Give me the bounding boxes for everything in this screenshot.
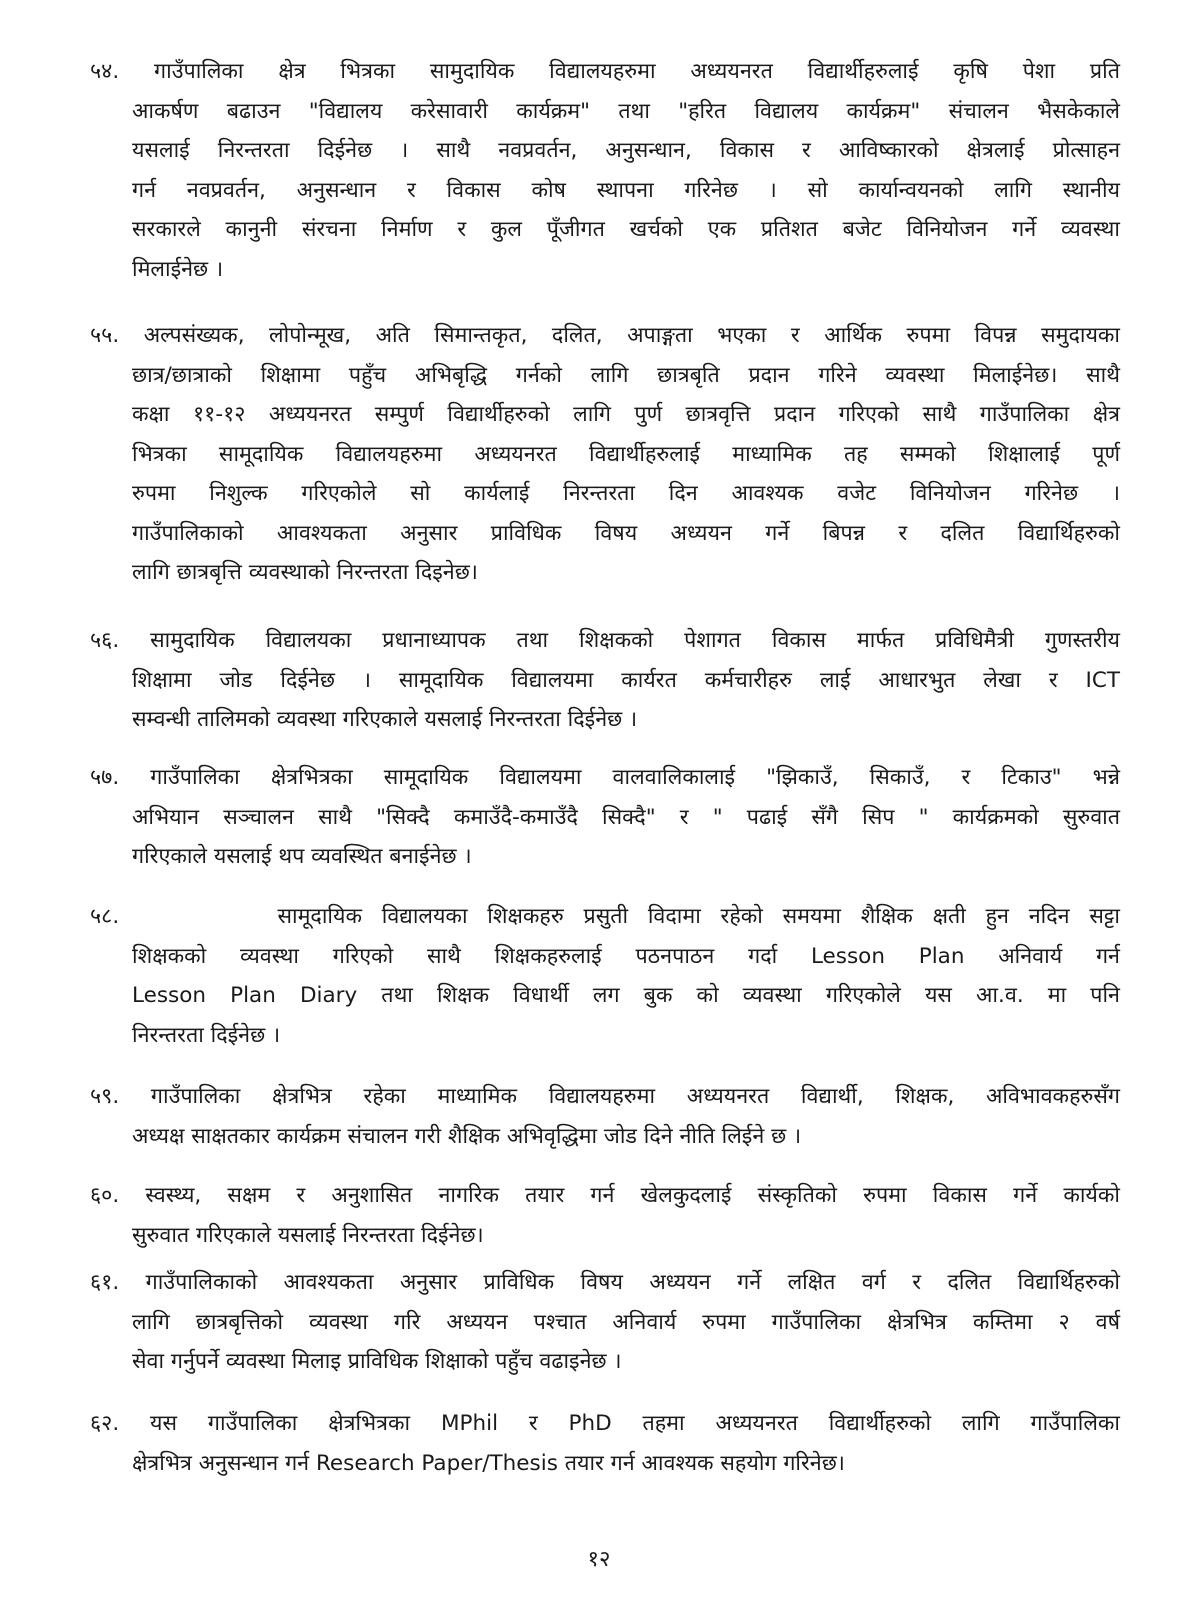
text-line: मिलाईनेछ । [132, 256, 224, 282]
text-line: सामुदायिक विद्यालयका प्रधानाध्यापक तथा शिक्षकको पेशागत विकास मार्फत प्रविधिमैत्री गुणस्तरीय [150, 628, 1120, 653]
text-line: गाउँपालिका क्षेत्रभित्रका सामूदायिक विद्यालयमा वालवालिकालाई "झिकाउँ, सिकाउँ, र टिकाउ" भन्ने [150, 765, 1120, 790]
text-line: गाउँपालिकाको आवश्यकता अनुसार प्राविधिक विषय अध्ययन गर्ने लक्षित वर्ग र दलित विद्यार्थिहरुको [145, 1270, 1120, 1295]
text-line: भित्रका सामूदायिक विद्यालयहरुमा अध्ययनरत विद्यार्थीहरुलाई माध्यामिक तह सम्मको शिक्षालाई पूर्ण [132, 441, 1120, 467]
text-line: यसलाई निरन्तरता दिईनेछ । साथै नवप्रवर्तन, अनुसन्धान, विकास र आविष्कारको क्षेत्रलाई प्रोत्साहन [132, 138, 1120, 163]
text-line: स्वस्थ्य, सक्षम र अनुशासित नागरिक तयार गर्न खेलकुदलाई संस्कृतिको रुपमा विकास गर्ने कार्यको [145, 1183, 1120, 1208]
paragraph-55 [90, 316, 1120, 593]
paragraph-57 [90, 758, 1120, 877]
paragraph-number: ६१. [90, 1270, 120, 1295]
text-line: Lesson Plan Diary तथा शिक्षक विधार्थी लग बुक को व्यवस्था गरिएकोले यस आ.व. मा पनि [132, 983, 1120, 1008]
text-line: लागि छात्रबृत्तिको व्यवस्था गरि अध्ययन पश्चात अनिवार्य रुपमा गाउँपालिका क्षेत्रभित्र कम्तिमा २ वर्ष [132, 1309, 1120, 1335]
paragraph-number: ५५. [90, 323, 120, 348]
text-line: गर्न नवप्रवर्तन, अनुसन्धान र विकास कोष स्थापना गरिनेछ । सो कार्यान्वयनको लागि स्थानीय [132, 177, 1120, 203]
paragraph-number: ५६. [90, 628, 120, 653]
text-line: गाउँपालिकाको आवश्यकता अनुसार प्राविधिक विषय अध्ययन गर्ने बिपन्न र दलित विद्यार्थिहरुको [132, 520, 1120, 546]
text-line: सुरुवात गरिएकाले यसलाई निरन्तरता दिईनेछ। [132, 1222, 484, 1248]
text-line: कक्षा ११-१२ अध्ययनरत सम्पुर्ण विद्यार्थीहरुको लागि पुर्ण छात्रवृत्ति प्रदान गरिएको साथै गाउँपालिका क्षेत्र [132, 402, 1120, 427]
text-line: शिक्षकको व्यवस्था गरिएको साथै शिक्षकहरुलाई पठनपाठन गर्दा Lesson Plan अनिवार्य गर्न [132, 943, 1120, 969]
text-line: सरकारले कानुनी संरचना निर्माण र कुल पूँजीगत खर्चको एक प्रतिशत बजेट विनियोजन गर्ने व्यवस्था [132, 217, 1120, 242]
paragraph-58 [90, 897, 1120, 1055]
paragraph-59 [90, 1077, 1120, 1156]
text-line: रुपमा निशुल्क गरिएकोले सो कार्यलाई निरन्तरता दिन आवश्यक वजेट विनियोजन गरिनेछ । [132, 481, 1120, 506]
text-line: अल्पसंख्यक, लोपोन्मूख, अति सिमान्तकृत, दलित, अपाङ्गता भएका र आर्थिक रुपमा विपन्न समुदायका [143, 323, 1120, 348]
text-line: लागि छात्रबृत्ति व्यवस्थाको निरन्तरता दिइनेछ। [132, 560, 478, 585]
text-line: सामूदायिक विद्यालयका शिक्षकहरु प्रसुती विदामा रहेको समयमा शैक्षिक क्षती हुन नदिन सट्टा [277, 904, 1120, 929]
paragraph-60 [90, 1176, 1120, 1255]
text-line: क्षेत्रभित्र अनुसन्धान गर्न Research Paper/Thesis तयार गर्न आवश्यक सहयोग गरिनेछ। [132, 1450, 845, 1476]
text-line: अध्यक्ष साक्षतकार कार्यक्रम संचालन गरी शैक्षिक अभिवृद्धिमा जोड दिने नीति लिईने छ । [132, 1123, 802, 1149]
text-line: शिक्षामा जोड दिईनेछ । सामूदायिक विद्यालयमा कार्यरत कर्मचारीहरु लाई आधारभुत लेखा र ICT [132, 667, 1120, 693]
text-line: अभियान सञ्चालन साथै "सिक्दै कमाउँदै-कमाउँदै सिक्दै" र " पढाई सँगै सिप " कार्यक्रमको सुरुवात [132, 804, 1120, 830]
text-line: यस गाउँपालिका क्षेत्रभित्रका MPhil र PhD तहमा अध्ययनरत विद्यार्थीहरुको लागि गाउँपालिका [150, 1411, 1120, 1436]
text-line: गाउँपालिका क्षेत्रभित्र रहेका माध्यामिक विद्यालयहरुमा अध्ययनरत विद्यार्थी, शिक्षक, अविभावकहरुसँग [150, 1084, 1120, 1109]
paragraph-number: ६०. [90, 1183, 120, 1208]
paragraph-number: ५७. [90, 765, 120, 790]
text-line: निरन्तरता दिईनेछ । [132, 1022, 281, 1048]
text-line: सेवा गर्नुपर्ने व्यवस्था मिलाइ प्राविधिक शिक्षाको पहुँच वढाइनेछ । [132, 1349, 622, 1374]
text-line: गाउँपालिका क्षेत्र भित्रका सामुदायिक विद्यालयहरुमा अध्ययनरत विद्यार्थीहरुलाई कृषि पेशा प्रति [154, 59, 1120, 84]
paragraph-62 [90, 1404, 1120, 1483]
paragraph-61 [90, 1263, 1120, 1382]
text-line: गरिएकाले यसलाई थप व्यवस्थित बनाईनेछ । [132, 844, 472, 869]
paragraph-54 [90, 52, 1120, 289]
text-line: आकर्षण बढाउन "विद्यालय करेसावारी कार्यक्रम" तथा "हरित विद्यालय कार्यक्रम" संचालन भैसकेकाले [132, 98, 1120, 124]
paragraph-number: ५९. [90, 1084, 120, 1109]
paragraph-number: ५४. [90, 59, 120, 84]
page-number: १२ [587, 1547, 611, 1572]
text-line: छात्र/छात्राको शिक्षामा पहुँच अभिबृद्धि गर्नको लागि छात्रबृति प्रदान गरिने व्यवस्था मिलाईनेछ। साथै [132, 362, 1120, 388]
paragraph-56 [90, 621, 1120, 740]
text-line: सम्वन्धी तालिमको व्यवस्था गरिएकाले यसलाई निरन्तरता दिईनेछ । [132, 707, 638, 732]
paragraph-number: ५८. [90, 904, 120, 929]
paragraph-number: ६२. [90, 1411, 120, 1436]
